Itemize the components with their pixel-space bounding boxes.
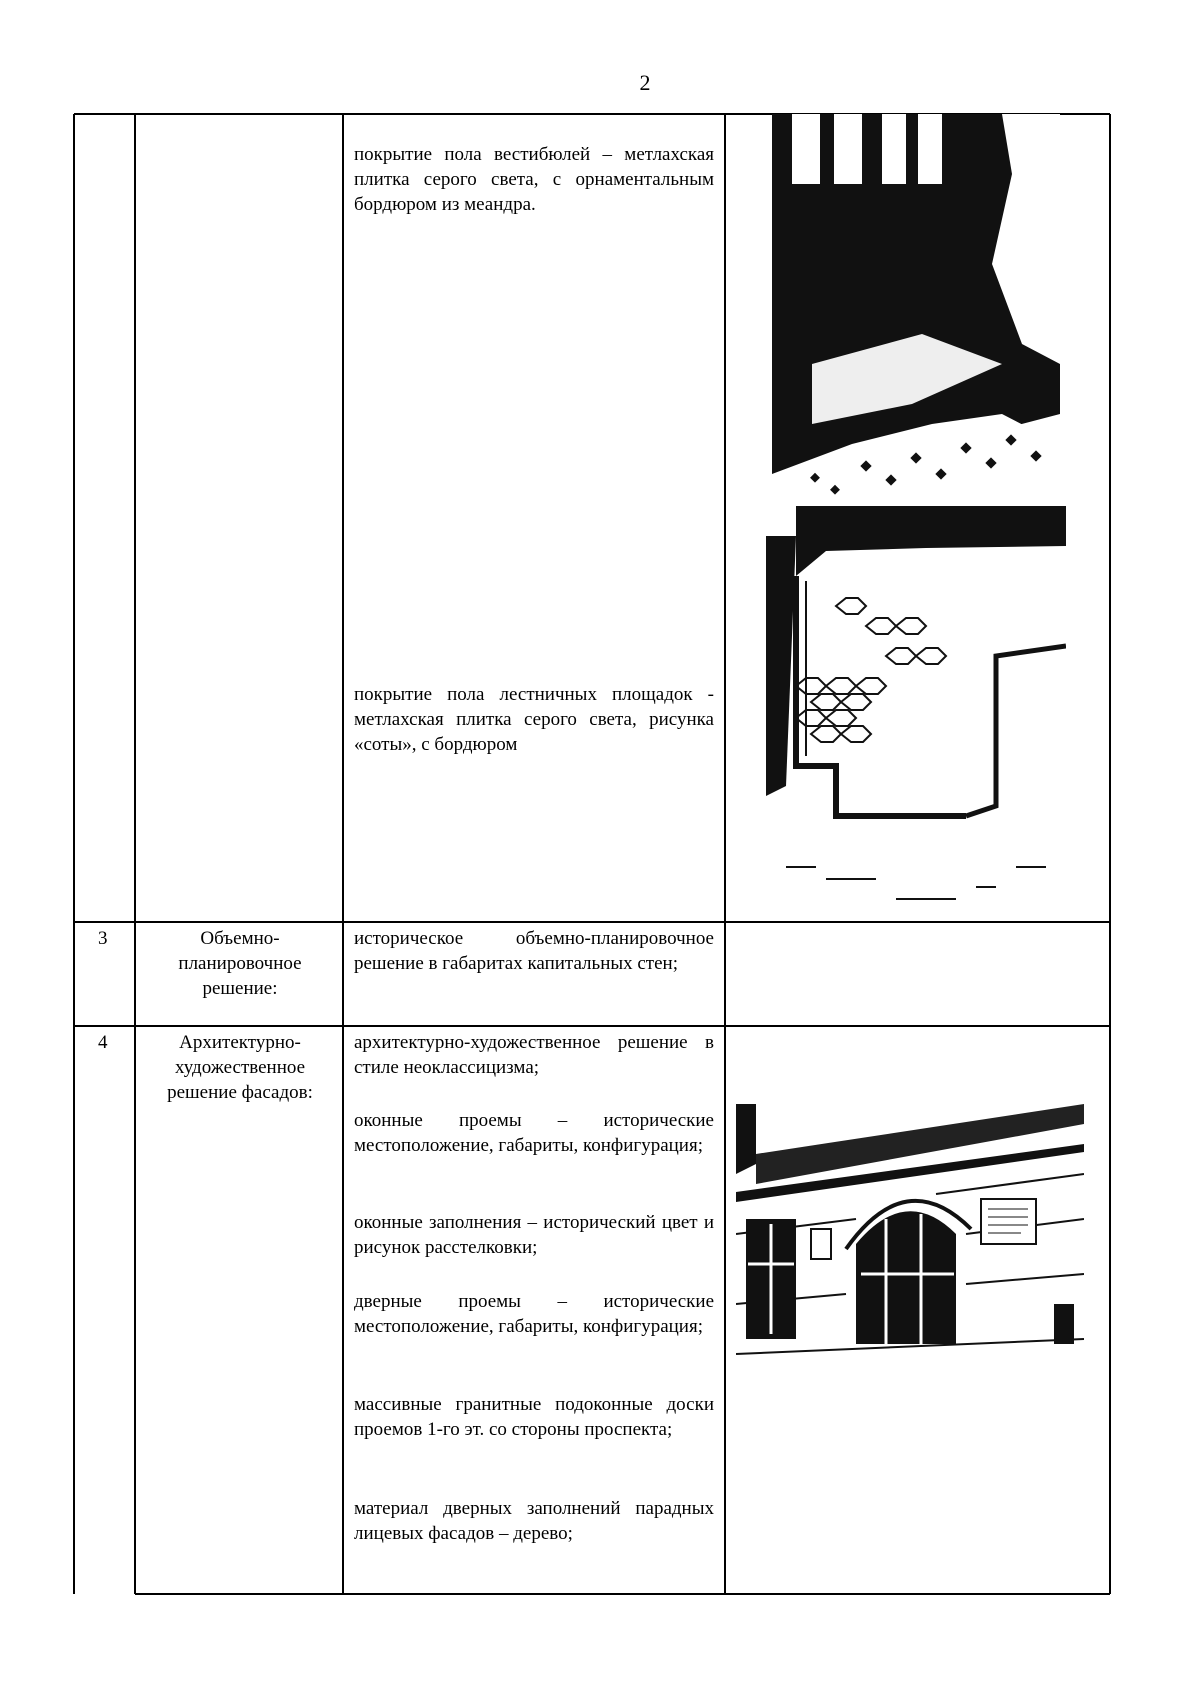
cell-vestibule-floor: покрытие пола вестибюлей – метлахская плитка серого света, с орнаментальным бордюром из меандра. <box>354 144 714 215</box>
cell-door-material: материал дверных заполнений парадных лицевых фасадов – дерево; <box>354 1498 714 1544</box>
cell-volume-planning: историческое объемно-планировочное решение в габаритах капитальных стен; <box>354 928 714 974</box>
cell-window-openings: оконные проемы – исторические местоположение, габариты, конфигурация; <box>354 1110 714 1156</box>
row-label-facade-design: Архитектурно-художественное решение фасадов: <box>167 1032 313 1103</box>
cell-window-fillings: оконные заполнения – исторический цвет и рисунок расстелковки; <box>354 1212 714 1258</box>
row-label-volume-planning: Объемно-планировочное решение: <box>178 928 302 999</box>
page-number: 2 <box>639 70 651 95</box>
row-number-3: 3 <box>98 928 108 949</box>
cell-granite-sills: массивные гранитные подоконные доски проемов 1-го эт. со стороны проспекта; <box>354 1394 714 1440</box>
photo-facade <box>736 1104 1084 1366</box>
row-number-4: 4 <box>98 1032 108 1053</box>
cell-door-openings: дверные проемы – исторические местоположение, габариты, конфигурация; <box>354 1291 714 1337</box>
cell-facade-style: архитектурно-художественное решение в стиле неоклассицизма; <box>354 1032 714 1078</box>
cell-stair-landing-floor: покрытие пола лестничных площадок - метлахская плитка серого света, рисунка «соты», с бордюром <box>354 684 714 755</box>
photo-vestibule-floor <box>772 114 1060 498</box>
photo-stair-landing-floor <box>766 506 1066 910</box>
